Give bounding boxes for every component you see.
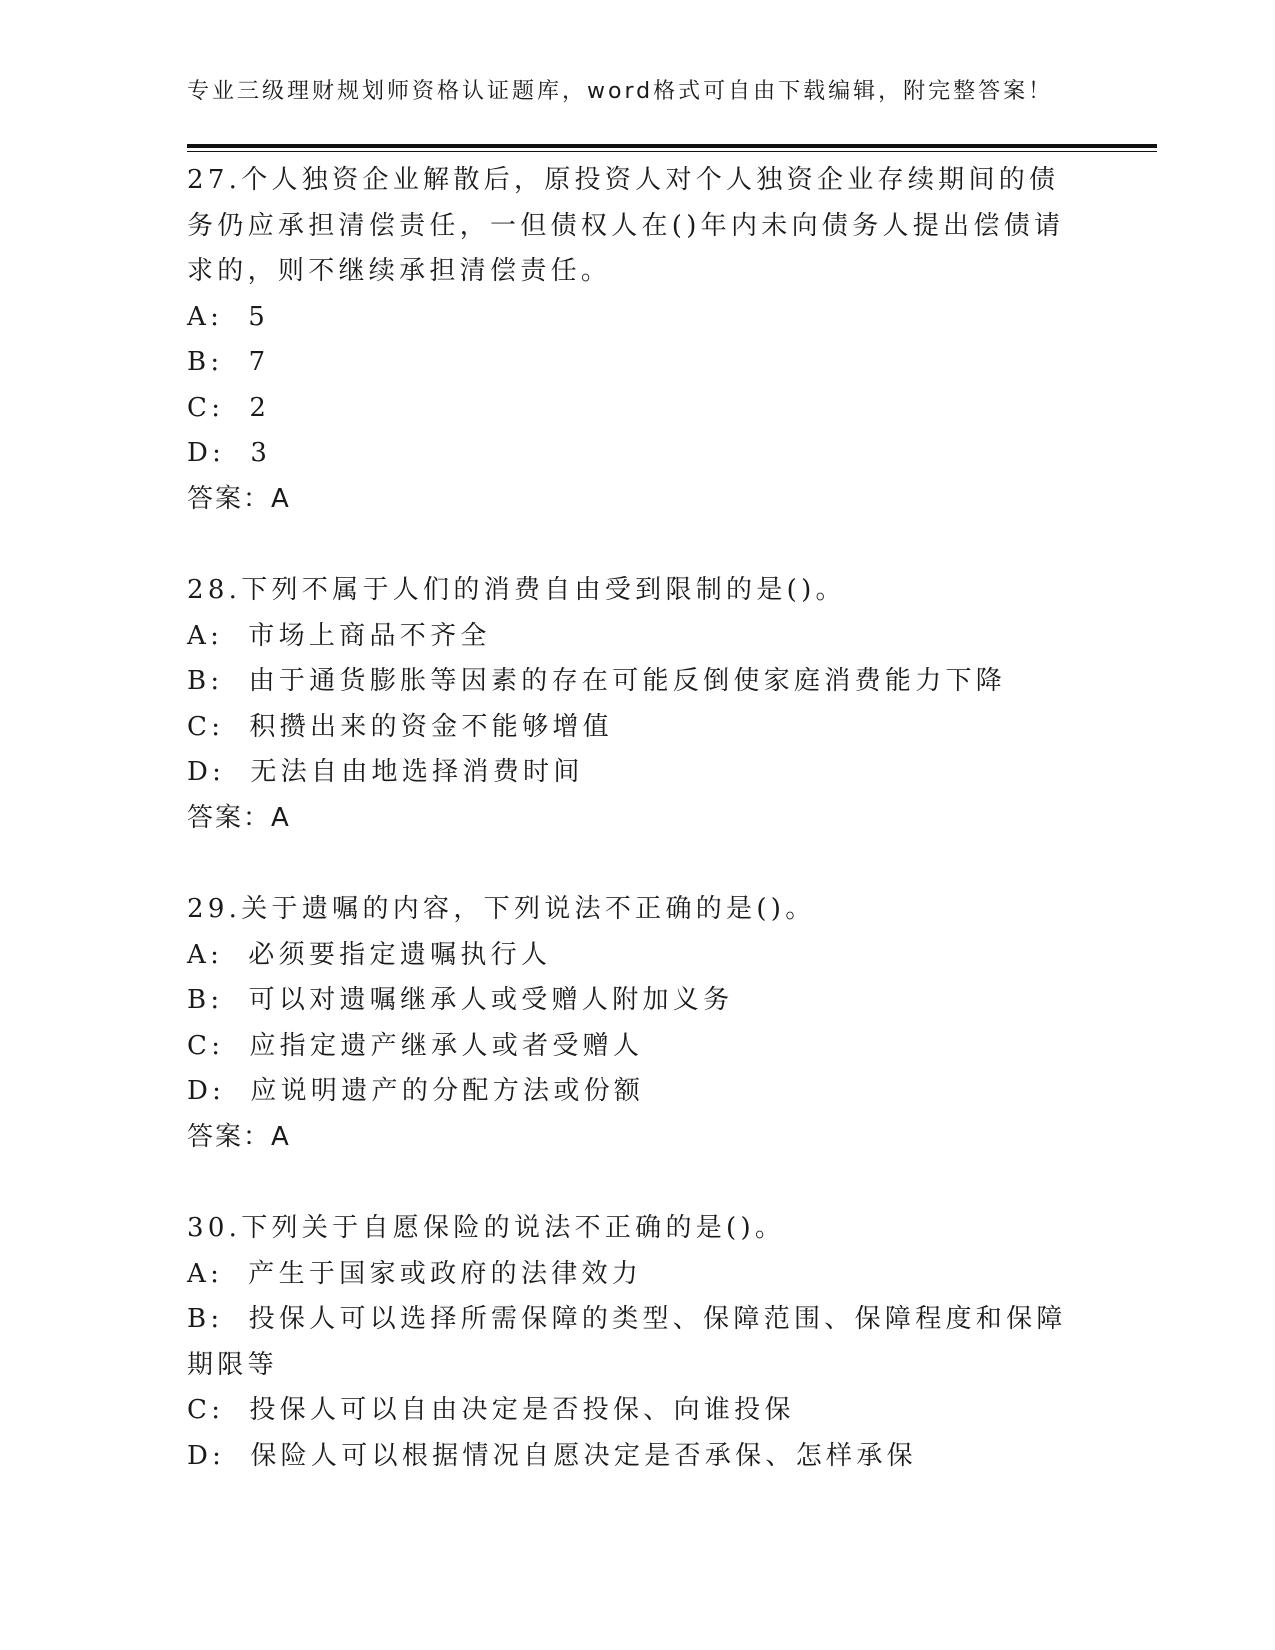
question-27 [187, 158, 1087, 522]
option-a: A: 产生于国家或政府的法律效力 [187, 1258, 643, 1289]
spacer [187, 841, 1087, 887]
option-b: B: 7 [187, 347, 270, 377]
question-29 [187, 887, 1087, 1160]
answer-line: 答案：A [187, 483, 291, 514]
question-stem: 27.个人独资企业解散后，原投资人对个人独资企业存续期间的债务仍应承担清偿责任，一但债权人在()年内未向债务人提出偿债请求的，则不继续承担清偿责任。 [187, 165, 1065, 286]
spacer [187, 522, 1087, 568]
option-a: A: 必须要指定遗嘱执行人 [187, 939, 552, 970]
option-d: D: 应说明遗产的分配方法或份额 [187, 1076, 645, 1106]
spacer [187, 1160, 1087, 1206]
option-c: C: 投保人可以自由决定是否投保、向谁投保 [187, 1395, 795, 1425]
option-a: A: 市场上商品不齐全 [187, 620, 491, 651]
option-c: C: 应指定遗产继承人或者受赠人 [187, 1030, 644, 1061]
option-b: B: 可以对遗嘱继承人或受赠人附加义务 [187, 985, 734, 1015]
header-rule-thick [187, 144, 1157, 148]
option-d: D: 无法自由地选择消费时间 [187, 757, 584, 787]
question-list [187, 158, 1087, 1479]
option-b: B: 由于通货膨胀等因素的存在可能反倒使家庭消费能力下降 [187, 666, 1007, 696]
option-d: D: 3 [187, 438, 272, 468]
question-30 [187, 1206, 1087, 1479]
option-b: B: 投保人可以选择所需保障的类型、保障范围、保障程度和保障期限等 [187, 1304, 1067, 1380]
answer-line: 答案：A [187, 1121, 291, 1152]
answer-line: 答案：A [187, 802, 291, 833]
header-rule-thin [187, 151, 1157, 152]
question-stem: 30.下列关于自愿保险的说法不正确的是()。 [187, 1213, 786, 1243]
question-stem: 28.下列不属于人们的消费自由受到限制的是()。 [187, 575, 846, 605]
question-28 [187, 568, 1087, 841]
option-c: C: 积攒出来的资金不能够增值 [187, 711, 613, 742]
question-stem: 29.关于遗嘱的内容，下列说法不正确的是()。 [187, 894, 816, 924]
option-c: C: 2 [187, 392, 271, 423]
option-a: A: 5 [187, 301, 270, 332]
option-d: D: 保险人可以根据情况自愿决定是否承保、怎样承保 [187, 1440, 917, 1471]
document-header: 专业三级理财规划师资格认证题库，word格式可自由下载编辑，附完整答案！ [187, 79, 1054, 104]
